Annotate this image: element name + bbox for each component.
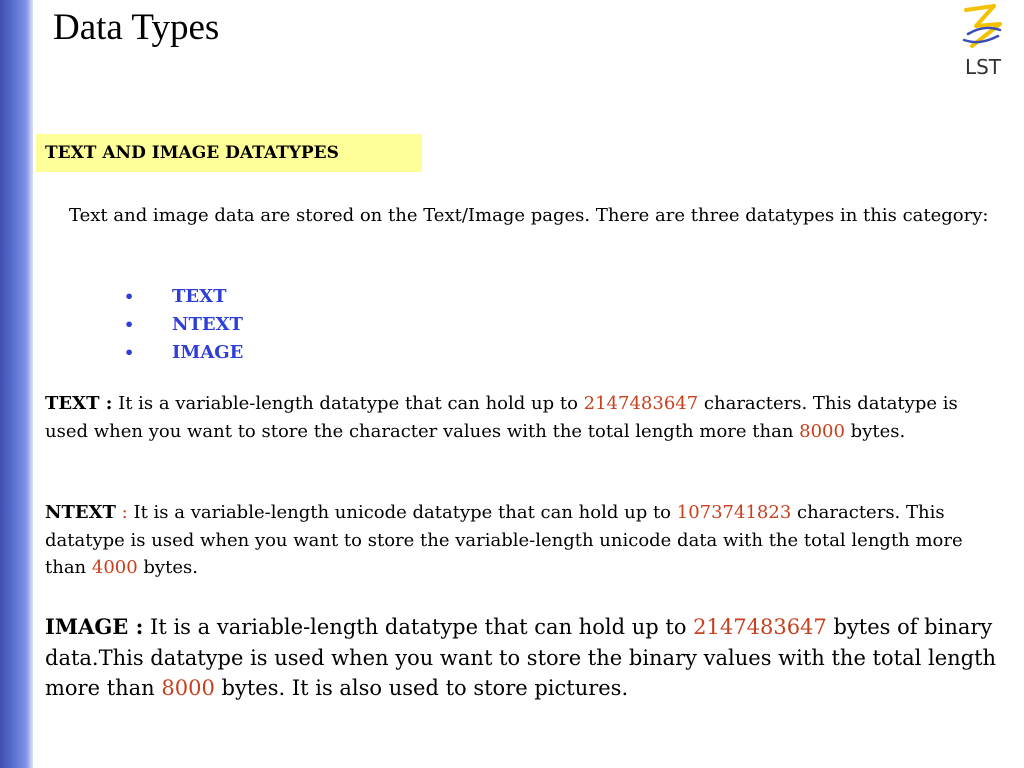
datatype-bullet-list — [120, 283, 243, 367]
list-item — [120, 311, 243, 339]
max-length-value: 2147483647 — [583, 393, 699, 414]
description-text: characters. This datatype is used when you want to store the character values with the total length more than — [45, 393, 958, 442]
intro-text: Text and image data are stored on the Text/Image pages. There are three datatypes in this category: — [69, 205, 989, 226]
term-label: TEXT : — [45, 393, 113, 414]
threshold-value: 8000 — [161, 676, 215, 700]
description-text: characters. This datatype is used when you want to store the variable-length unicode data with the total length more than — [45, 502, 963, 578]
text-description — [45, 390, 1005, 445]
term-label: NTEXT — [45, 502, 116, 523]
ntext-description — [45, 499, 1005, 582]
bullet-icon: • — [124, 287, 135, 306]
bullet-icon: • — [124, 315, 135, 334]
description-text: It is a variable-length unicode datatype that can hold up to — [127, 502, 677, 523]
bullet-label: NTEXT — [172, 314, 243, 335]
bullet-label: TEXT — [172, 286, 227, 307]
lightning-logo-icon — [954, 4, 1012, 78]
threshold-value: 4000 — [91, 557, 138, 578]
slide-side-bar — [0, 0, 33, 768]
lst-logo — [954, 4, 1012, 78]
description-text: bytes of binary data.This datatype is used when you want to store the binary values with the total length more than — [45, 615, 997, 700]
description-text: bytes. It is also used to store pictures. — [214, 676, 629, 700]
list-item — [120, 283, 243, 311]
max-length-value: 2147483647 — [693, 615, 827, 639]
bullet-label: IMAGE — [172, 342, 244, 363]
section-heading: TEXT AND IMAGE DATATYPES — [36, 134, 422, 172]
threshold-value: 8000 — [799, 420, 845, 442]
image-description — [45, 612, 1005, 704]
bullet-icon: • — [124, 343, 135, 362]
list-item — [120, 339, 243, 367]
term-label: IMAGE : — [45, 614, 144, 639]
description-text: It is a variable-length datatype that can hold up to — [112, 393, 584, 414]
description-text: It is a variable-length datatype that can hold up to — [143, 615, 694, 639]
logo-text: LST — [964, 55, 1002, 78]
term-colon: : — [115, 502, 128, 523]
description-text: bytes. — [137, 557, 198, 578]
description-text: bytes. — [844, 420, 906, 442]
max-length-value: 1073741823 — [676, 502, 792, 523]
slide-title: Data Types — [53, 7, 220, 48]
